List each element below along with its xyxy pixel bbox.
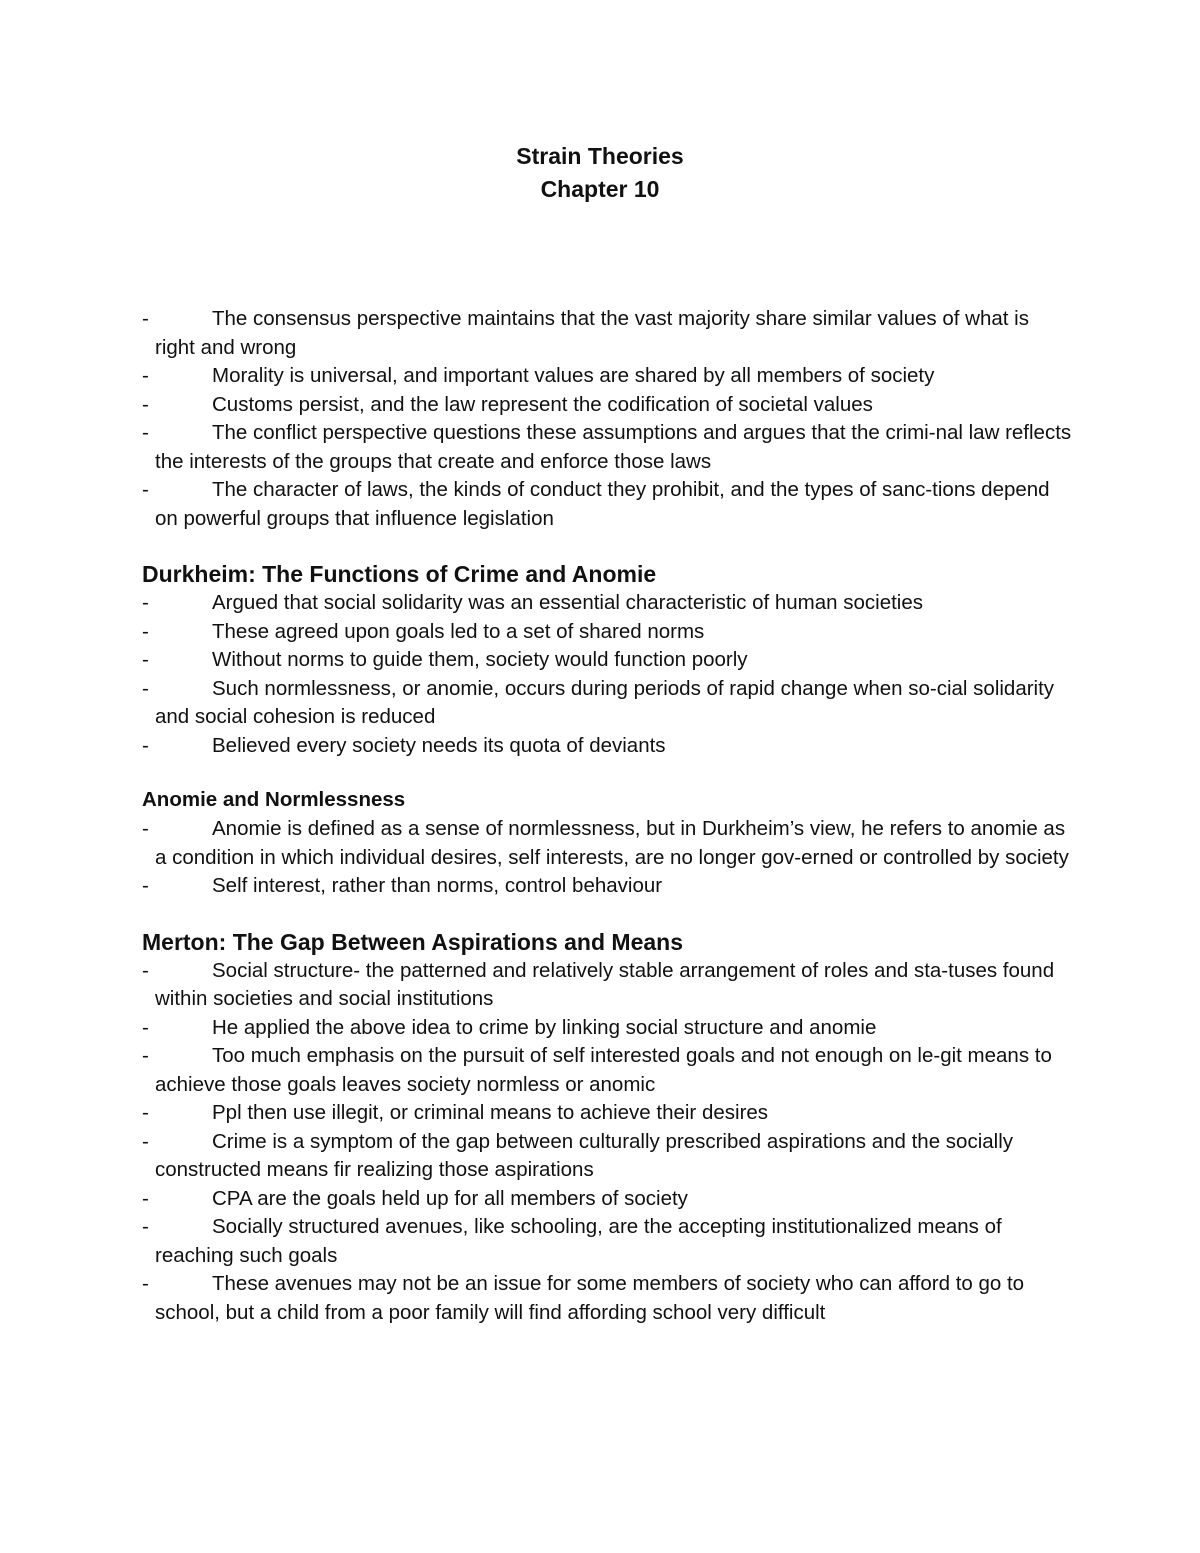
list-item-text: Self interest, rather than norms, control behaviour xyxy=(212,874,663,897)
section-heading-durkheim: Durkheim: The Functions of Crime and Anomie xyxy=(142,561,657,587)
bullet-dash: - xyxy=(142,874,149,897)
section-heading-anomie: Anomie and Normlessness xyxy=(142,788,406,811)
bullet-dash: - xyxy=(142,619,149,643)
bullet-dash: - xyxy=(142,958,149,982)
list-item-text: The consensus perspective maintains that the vast majority share similar values of what is right and wrong xyxy=(155,307,1029,359)
bullet-dash: - xyxy=(142,1015,149,1039)
list-item-text: Such normlessness, or anomie, occurs during periods of rapid change when so-cial solidarity and social cohesion is reduced xyxy=(155,676,1055,728)
list-item xyxy=(142,589,1072,618)
list-item xyxy=(142,1099,1072,1128)
title-block xyxy=(0,140,1200,206)
list-item-text: Morality is universal, and important values are shared by all members of society xyxy=(212,364,935,387)
list-item xyxy=(142,362,1072,391)
bullet-dash: - xyxy=(142,478,149,501)
list-item xyxy=(142,391,1072,420)
bullet-dash: - xyxy=(142,307,149,330)
list-item xyxy=(142,1014,1072,1043)
list-item xyxy=(142,815,1072,872)
bullet-dash: - xyxy=(142,1186,149,1210)
list-item-text: Without norms to guide them, society would function poorly xyxy=(212,648,748,671)
list-item xyxy=(142,957,1072,1014)
list-item-text: The character of laws, the kinds of conduct they prohibit, and the types of sanc-tions depend on powerful groups that influence legislation xyxy=(155,478,1050,530)
list-item xyxy=(142,419,1072,476)
intro-section xyxy=(142,305,1072,533)
list-item-text: The conflict perspective questions these assumptions and argues that the crimi-nal law reflects the interests of the groups that create and enforce those laws xyxy=(155,421,1072,473)
list-item-text: Social structure- the patterned and relatively stable arrangement of roles and sta-tuses found within societies and social institutions xyxy=(155,958,1055,1010)
list-item xyxy=(142,1042,1072,1099)
list-item-text: Believed every society needs its quota of deviants xyxy=(212,733,666,757)
list-item-text: Anomie is defined as a sense of normlessness, but in Durkheim’s view, he refers to anomie as a condition in which individual desires, self interests, are no longer gov-erned or controlled by society xyxy=(155,817,1069,869)
list-item xyxy=(142,1270,1072,1327)
list-item-text: Too much emphasis on the pursuit of self interested goals and not enough on le-git means to achieve those goals leaves society normless or anomic xyxy=(155,1044,1052,1096)
list-item-text: Crime is a symptom of the gap between culturally prescribed aspirations and the socially constructed means fir realizing those aspirations xyxy=(155,1129,1014,1181)
bullet-dash: - xyxy=(142,364,149,387)
list-item xyxy=(142,1185,1072,1214)
bullet-dash: - xyxy=(142,648,149,671)
list-item-text: Customs persist, and the law represent the codification of societal values xyxy=(212,392,873,416)
list-item xyxy=(142,872,1072,901)
durkheim-section xyxy=(142,559,1072,760)
anomie-section xyxy=(142,785,1072,901)
list-item xyxy=(142,476,1072,533)
list-item xyxy=(142,1128,1072,1185)
list-item-text: Ppl then use illegit, or criminal means to achieve their desires xyxy=(212,1101,769,1124)
list-item xyxy=(142,618,1072,647)
document-subtitle: Chapter 10 xyxy=(540,176,660,202)
list-item xyxy=(142,675,1072,732)
merton-section xyxy=(142,927,1072,1328)
list-item-text: These agreed upon goals led to a set of shared norms xyxy=(212,619,705,643)
bullet-dash: - xyxy=(142,1272,149,1295)
list-item-text: CPA are the goals held up for all members of society xyxy=(212,1186,688,1210)
bullet-dash: - xyxy=(142,392,149,416)
section-heading-merton: Merton: The Gap Between Aspirations and Means xyxy=(142,928,684,955)
bullet-dash: - xyxy=(142,817,149,840)
bullet-dash: - xyxy=(142,591,149,614)
bullet-dash: - xyxy=(142,676,149,700)
list-item xyxy=(142,305,1072,362)
list-item-text: He applied the above idea to crime by linking social structure and anomie xyxy=(212,1015,877,1039)
list-item xyxy=(142,1213,1072,1270)
bullet-dash: - xyxy=(142,1101,149,1124)
list-item-text: These avenues may not be an issue for some members of society who can afford to go to school, but a child from a poor family will find affording school very difficult xyxy=(155,1272,1025,1324)
list-item xyxy=(142,732,1072,761)
list-item-text: Socially structured avenues, like schooling, are the accepting institutionalized means of reaching such goals xyxy=(155,1215,1002,1267)
document-title: Strain Theories xyxy=(516,143,684,169)
bullet-dash: - xyxy=(142,733,149,757)
bullet-dash: - xyxy=(142,421,149,444)
bullet-dash: - xyxy=(142,1129,149,1153)
bullet-dash: - xyxy=(142,1044,149,1067)
document-body xyxy=(142,305,1072,1327)
list-item-text: Argued that social solidarity was an essential characteristic of human societies xyxy=(212,591,924,614)
bullet-dash: - xyxy=(142,1215,149,1238)
list-item xyxy=(142,646,1072,675)
